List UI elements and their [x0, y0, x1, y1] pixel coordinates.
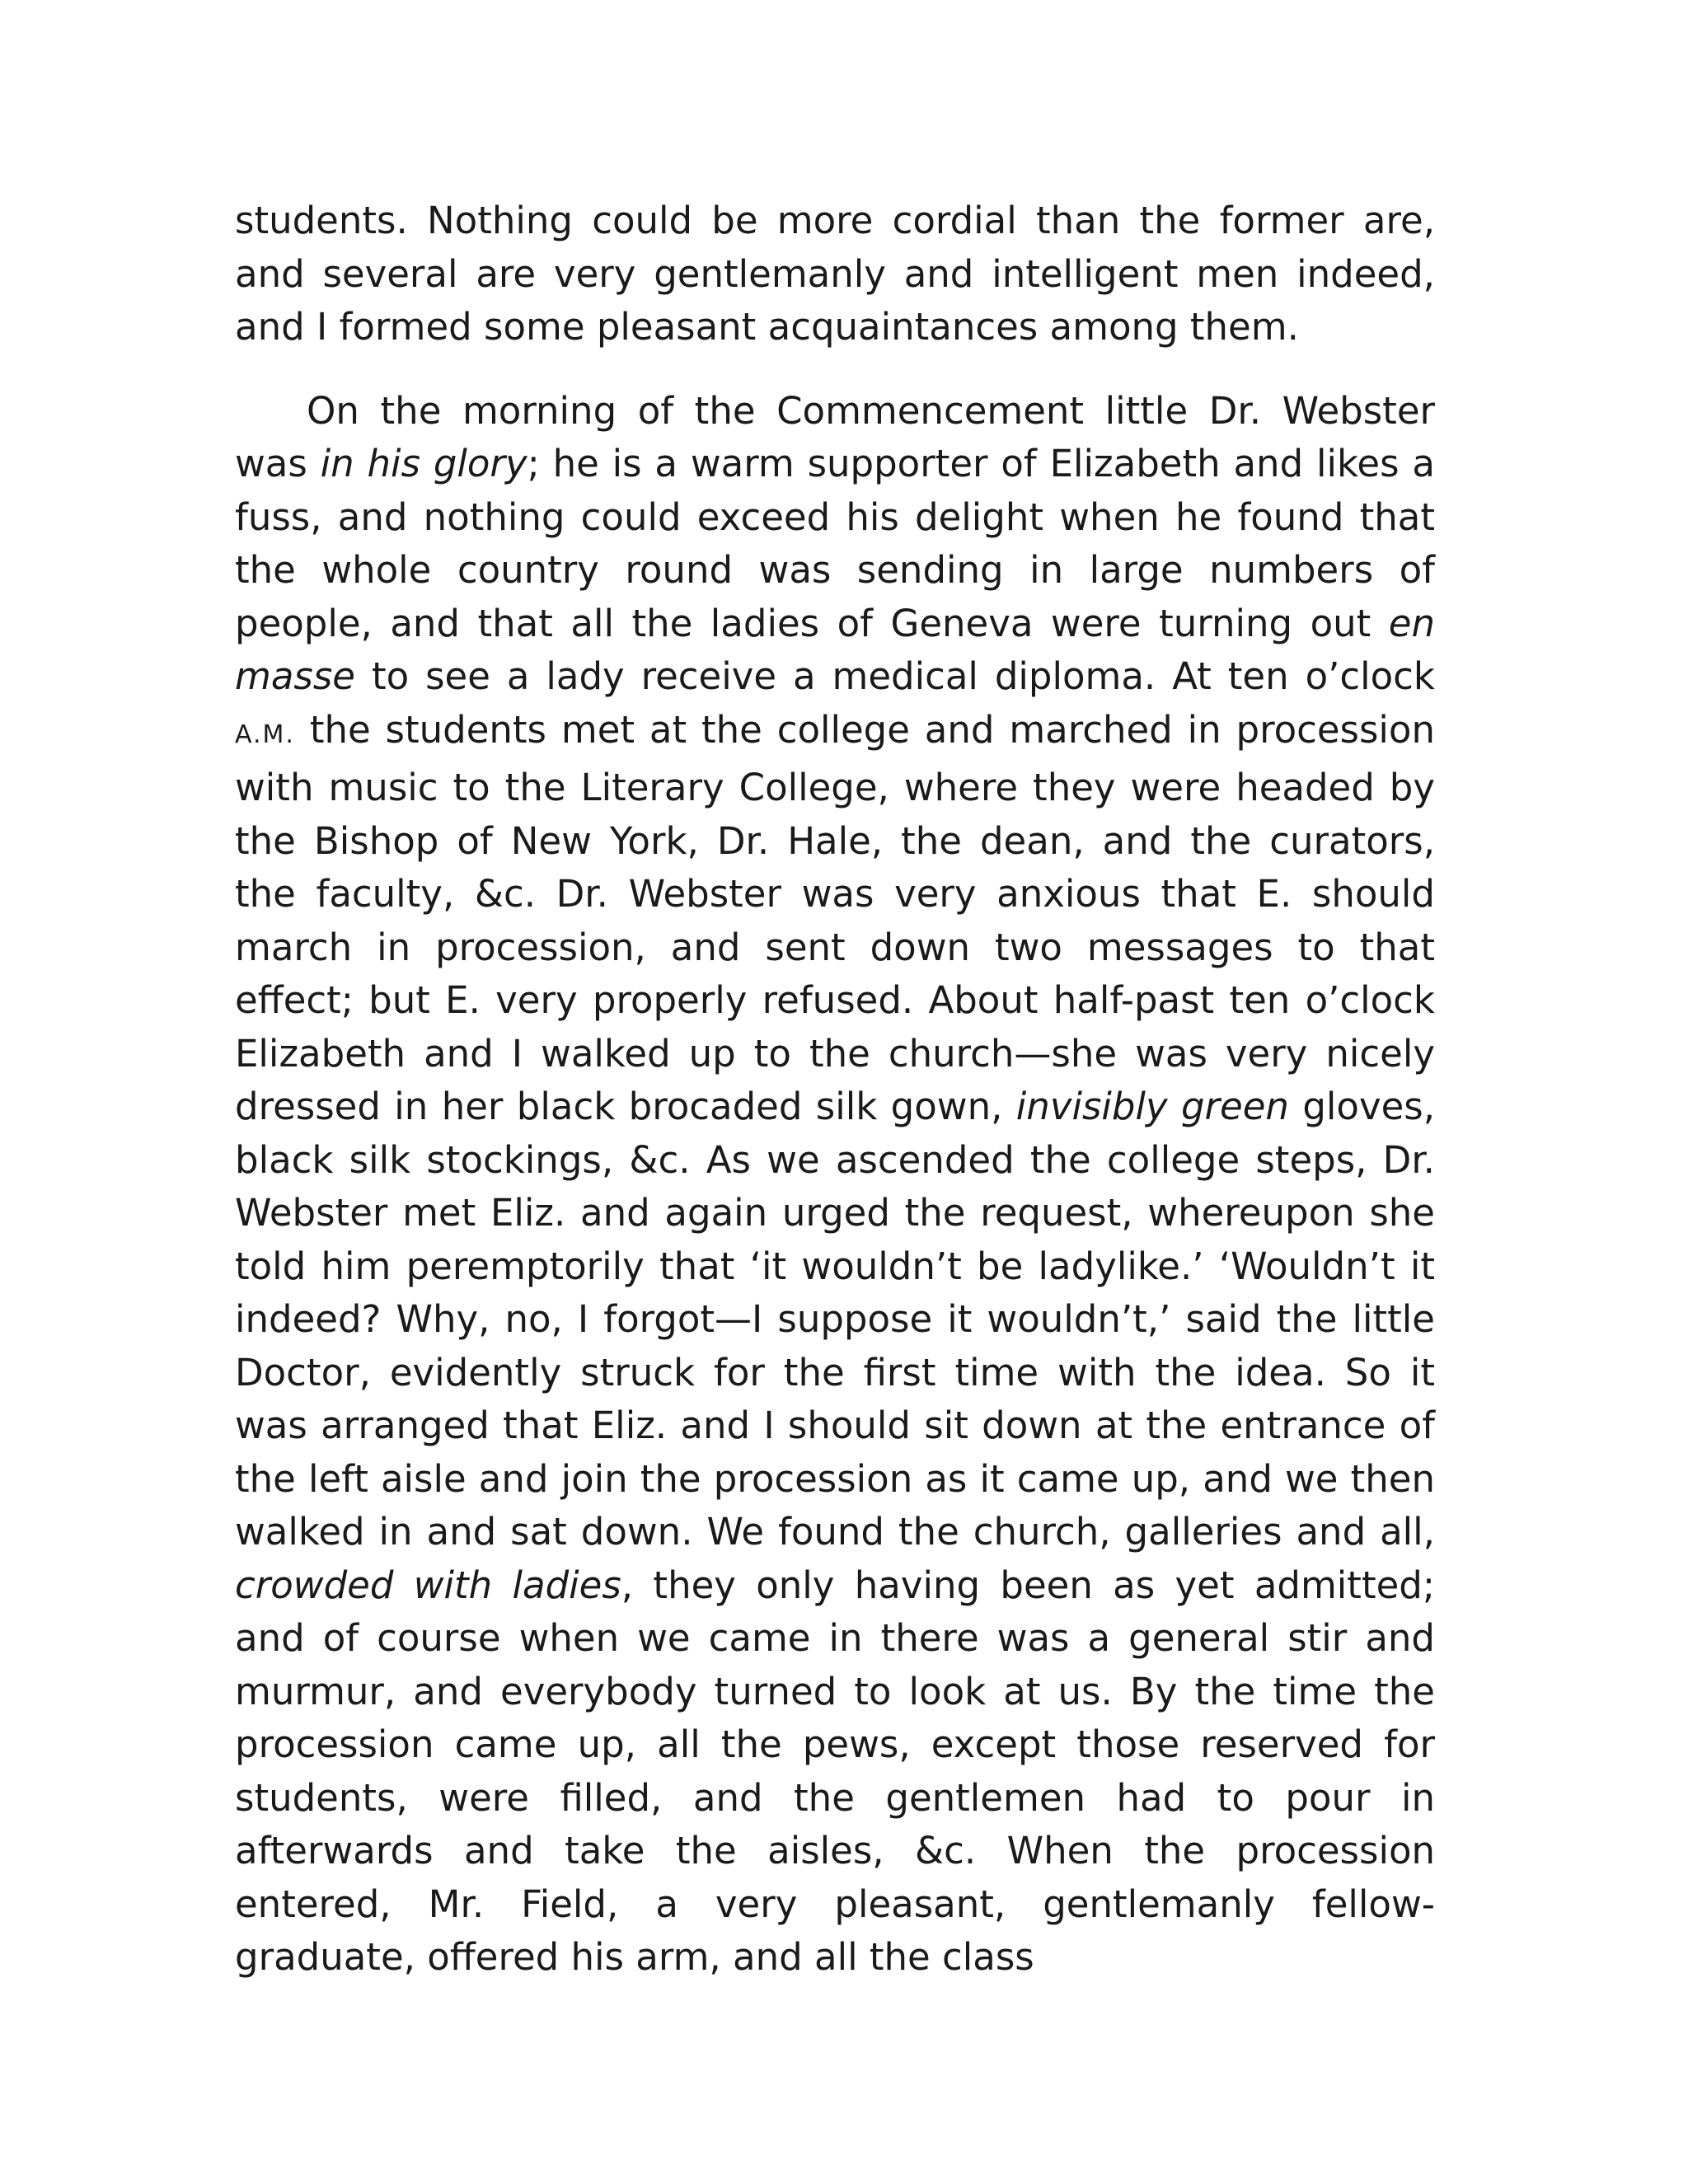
page-body — [235, 194, 1435, 1985]
text-run: ; he is a warm supporter of Elizabeth and likes a fuss, and nothing could exceed his delight when he found that the whole country round was sending in large numbers of people, and that all the ladies of Geneva were turning out — [235, 442, 1435, 645]
italic-text: en masse — [235, 601, 1435, 698]
text-run: On the morning of the Commencement little Dr. Webster was — [235, 388, 1435, 485]
text-run: gloves, black silk stockings, &c. As we ascended the college steps, Dr. Webster met Eliz. and again urged the request, whereupon she told him peremptorily that ‘it wouldn’t be ladylike.’ ‘Wouldn’t it indeed? Why, no, I forgot—I suppose it wouldn’t,’ said the little Doctor, evidently struck for the first time with the idea. So it was arranged that Eliz. and I should sit down at the entrance of the left aisle and join the procession as it came up, and we then walked in and sat down. We found the church, galleries and all, — [235, 1085, 1436, 1554]
text-run: the students met at the college and marched in procession with music to the Literary College, where they were headed by the Bishop of New York, Dr. Hale, the dean, and the curators, the faculty, &c. Dr. Webster was very anxious that E. should march in procession, and sent down two messages to that effect; but E. very properly refused. About half-past ten o’clock Elizabeth and I walked up to the church—she was very nicely dressed in her black brocaded silk gown, — [235, 707, 1435, 1128]
italic-text: invisibly green — [1015, 1085, 1289, 1128]
text-run: students. Nothing could be more cordial than the former are, and several are very gentlemanly and intelligent men indeed, and I formed some pleasant acquaintances among them. — [235, 199, 1435, 349]
text-run: to see a lady receive a medical diploma. At ten o’clock — [355, 654, 1435, 698]
text-run: , they only having been as yet admitted; and of course when we came in there was a general stir and murmur, and everybody turned to look at us. By the time the procession came up, all the pews, except those reserved for students, were filled, and the gentlemen had to pour in afterwards and take the aisles, &c. When the procession entered, Mr. Field, a very pleasant, gentlemanly fellow-graduate, offered his arm, and all the class — [235, 1563, 1435, 1979]
paragraph — [235, 385, 1435, 1985]
italic-text: in his glory — [320, 442, 528, 485]
small-caps-text: A.M. — [235, 719, 295, 749]
paragraph — [235, 194, 1435, 354]
italic-text: crowded with ladies — [235, 1563, 621, 1607]
